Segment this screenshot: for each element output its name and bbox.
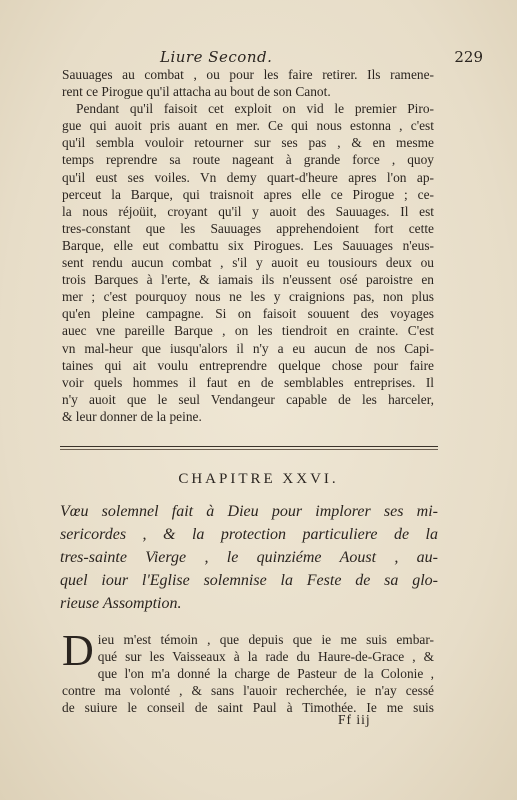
page-number: 229: [454, 48, 483, 66]
running-head: Liure Second.: [160, 48, 273, 66]
text-line: Pendant qu'il faisoit cet exploit on vid le premier Piro-: [76, 101, 434, 117]
text-line: ieu m'est témoin , que depuis que ie me suis embar-: [97, 632, 434, 647]
signature-mark: Ff iij: [338, 712, 371, 727]
text-line: Barque, elle eut combattu six Pirogues. Les Sauuages n'eus-: [62, 237, 434, 253]
text-line: qu'il sembla vouloir retourner sur ses pas , & en mesme: [62, 135, 434, 151]
subtitle-line: sericordes , & la protection particuliere de la: [60, 526, 438, 543]
text-line: auec vne pareille Barque , on les tiendroit en crainte. C'est: [62, 323, 434, 339]
subtitle-line: rieuse Assomption.: [60, 595, 182, 612]
text-line: mer ; c'est pourquoy nous ne les y craignions pas, non plus: [62, 289, 434, 305]
text-line: rent ce Pirogue qu'il attacha au bout de son Canot.: [62, 84, 331, 100]
text-line: qu'il eust ses voiles. Vn demy quart-d'heure apres l'on ap-: [62, 169, 434, 185]
subtitle-line: tres-sainte Vierge , le quinziéme Aoust , au-: [60, 549, 438, 566]
page-header: [60, 48, 497, 68]
subtitle-line: Vœu solemnel fait à Dieu pour implorer ses mi-: [60, 503, 438, 520]
text-line: qu'en pleine campagne. Si on faisoit souuent des voyages: [62, 306, 434, 322]
body-text-bottom: [62, 626, 434, 716]
body-text-top: [62, 66, 434, 425]
text-line: de suiure le conseil de saint Paul à Timothée. Ie me suis: [62, 700, 434, 716]
chapter-subtitle: [60, 500, 438, 615]
text-line: temps reprendre sa route nageant à grande force , quoy: [62, 152, 434, 168]
paragraph-continuation: [62, 66, 434, 100]
text-line: trois Barques à l'erte, & iamais ils n'eussent osé paroistre en: [62, 272, 434, 288]
text-line: qué sur les Vaisseaux à la rade du Haure-de-Grace , &: [97, 649, 434, 665]
text-line: gue qui auoit pris auant en mer. Ce qui nous estonna , c'est: [62, 118, 434, 134]
section-divider: [60, 446, 438, 447]
chapter-title: CHAPITRE XXVI.: [178, 471, 339, 487]
text-line: tres-constant que les Sauuages apprehendoient fort cette: [62, 220, 434, 236]
paragraph: [62, 100, 434, 425]
text-line: perceut la Barque, qui traisnoit apres elle ce Pirogue ; ce-: [62, 186, 434, 202]
text-line: taines qui ait voulu entreprendre quelque chose pour faire: [62, 357, 434, 373]
text-line: & leur donner de la peine.: [62, 408, 202, 424]
text-line: Sauuages au combat , ou pour les faire retirer. Ils ramene-: [62, 67, 434, 82]
text-line: n'y auoit que le seul Vendangeur capable de les harceler,: [62, 391, 434, 407]
text-line: la nous réjoüit, croyant qu'il y auoit des Sauuages. Il est: [62, 203, 434, 219]
text-line: vn mal-heur que iusqu'alors il n'y a eu aucun de nos Capi-: [62, 340, 434, 356]
drop-cap: D: [62, 626, 94, 675]
subtitle-line: quel iour l'Eglise solemnise la Feste de sa glo-: [60, 572, 438, 589]
text-line: voir quels hommes il faut en de semblables entreprises. Il: [62, 374, 434, 390]
text-line: que l'on m'a donné la charge de Pasteur de la Colonie ,: [97, 666, 434, 682]
text-line: contre ma volonté , & sans l'auoir recherchée, ie n'ay cessé: [62, 683, 434, 699]
text-line: sent rendu aucun combat , s'il y auoit eu tousiours deux ou: [62, 255, 434, 271]
